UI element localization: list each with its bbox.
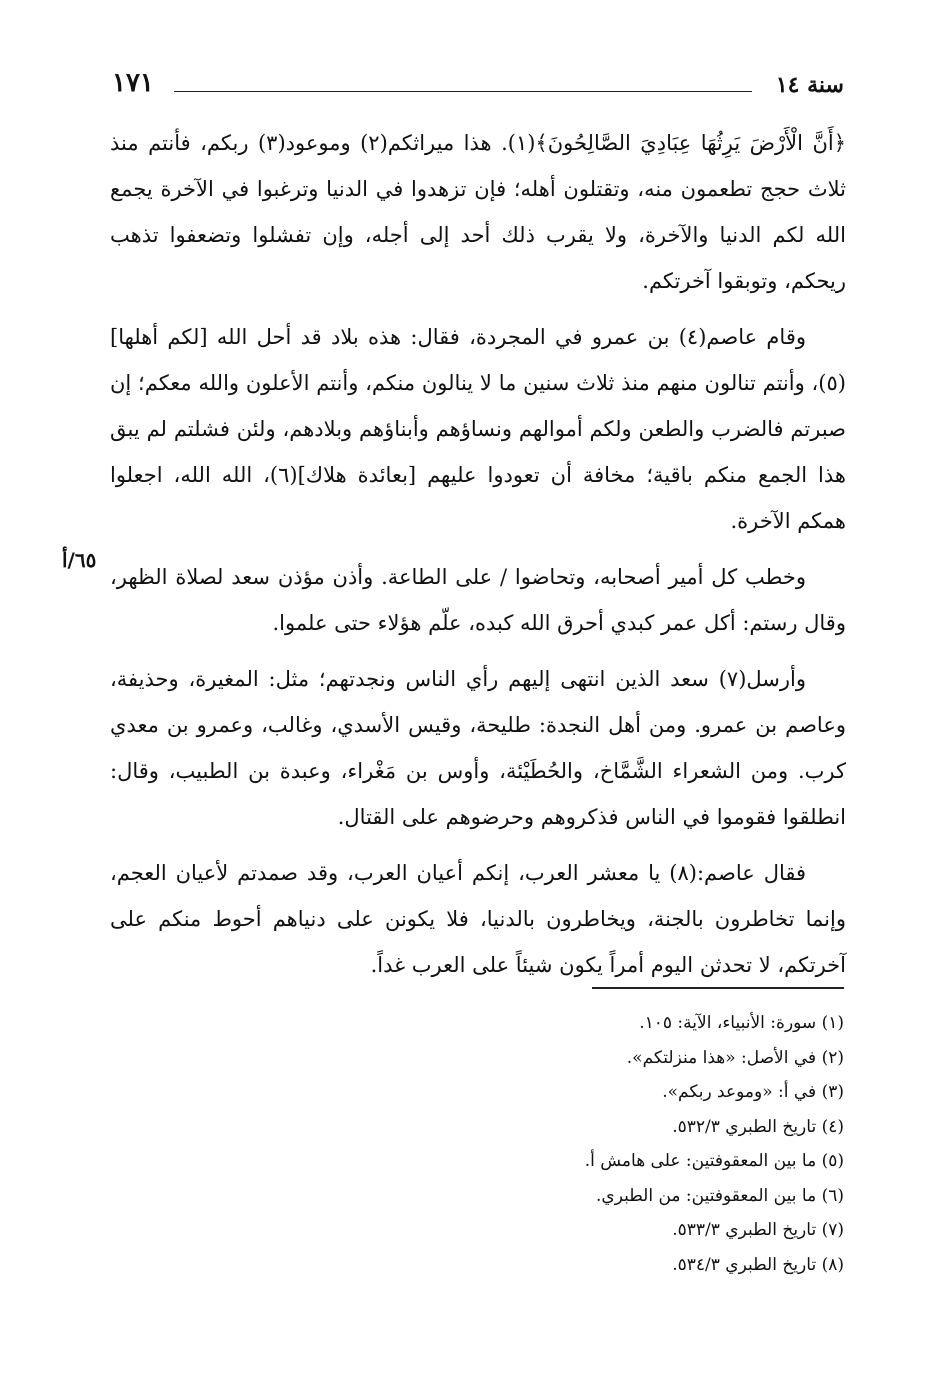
footnote-separator [592, 987, 844, 989]
paragraph-1: ﴿أَنَّ الْأَرْضَ يَرِثُهَا عِبَادِيَ الصَّالِحُونَ﴾(١). هذا ميراثكم(٢) وموعود(٣) ربكم، فأنتم منذ ثلاث حجج تطعمون منه، وتقتلون أهله؛ فإن تزهدوا في الدنيا وترغبوا في الآخرة يجمع الله لكم الدنيا والآخرة، ولا يقرب ذلك أحد إلى أجله، وإن تفشلوا وتضعفوا تذهب ريحكم، وتوبقوا آخرتكم. [110, 131, 847, 293]
page-number: ١٧١ [112, 68, 154, 98]
footnote-3: (٣) في أ: «وموعد ربكم». [662, 1082, 844, 1102]
footnote-1: (١) سورة: الأنبياء، الآية: ١٠٥. [639, 1013, 844, 1033]
footnote-4: (٤) تاريخ الطبري ٥٣٢/٣. [672, 1116, 844, 1137]
footnote-6: (٦) ما بين المعقوفتين: من الطبري. [595, 1185, 844, 1206]
paragraph-4: وأرسل(٧) سعد الذين انتهى إليهم رأي الناس ونجدتهم؛ مثل: المغيرة، وحذيفة، وعاصم بن عمرو. ومن أهل النجدة: طليحة، وقيس الأسدي، وغالب، وعمرو بن معدي كرب. ومن الشعراء الشَّمَّاخ، والحُطَيْئة، وأوس بن مَغْراء، وعبدة بن الطبيب، وقال: انطلقوا فقوموا في الناس فذكروهم وحرضوهم على القتال. [110, 667, 846, 829]
footnote-8: (٨) تاريخ الطبري ٥٣٤/٣. [672, 1254, 844, 1275]
running-header [112, 66, 844, 106]
footnote-2: (٢) في الأصل: «هذا منزلتكم». [626, 1047, 844, 1068]
footnote-7: (٧) تاريخ الطبري ٥٣٣/٣. [672, 1220, 844, 1240]
footnotes [244, 1006, 844, 1282]
footnote-5: (٥) ما بين المعقوفتين: على هامش أ. [584, 1151, 844, 1171]
margin-folio-reference: ٦٥/أ [62, 548, 97, 572]
header-year: سنة ١٤ [775, 72, 844, 98]
paragraph-2: وقام عاصم(٤) بن عمرو في المجردة، فقال: هذه بلاد قد أحل الله [لكم أهلها](٥)، وأنتم تنالون منهم منذ ثلاث سنين ما لا ينالون منكم، وأنتم الأعلون والله معكم؛ إن صبرتم فالضرب والطعن ولكم أموالهم ونساؤهم وأبناؤهم وبلادهم، ولئن فشلتم لم يبق هذا الجمع منكم باقية؛ مخافة أن تعودوا عليهم [بعائدة هلاك](٦)، الله الله، اجعلوا همكم الآخرة. [110, 325, 846, 533]
paragraph-5: فقال عاصم:(٨) يا معشر العرب، إنكم أعيان العرب، وقد صمدتم لأعيان العجم، وإنما تخاطرون بالجنة، ويخاطرون بالدنيا، فلا يكونن على دنياهم أحوط منكم على آخرتكم، لا تحدثن اليوم أمراً يكون شيئاً على العرب غداً. [110, 861, 846, 977]
main-text [110, 120, 846, 998]
paragraph-3: وخطب كل أمير أصحابه، وتحاضوا / على الطاعة. وأذن مؤذن سعد لصلاة الظهر، وقال رستم: أكل عمر كبدي أحرق الله كبده، علّم هؤلاء حتى علموا. [110, 565, 846, 635]
header-rule [174, 91, 752, 92]
